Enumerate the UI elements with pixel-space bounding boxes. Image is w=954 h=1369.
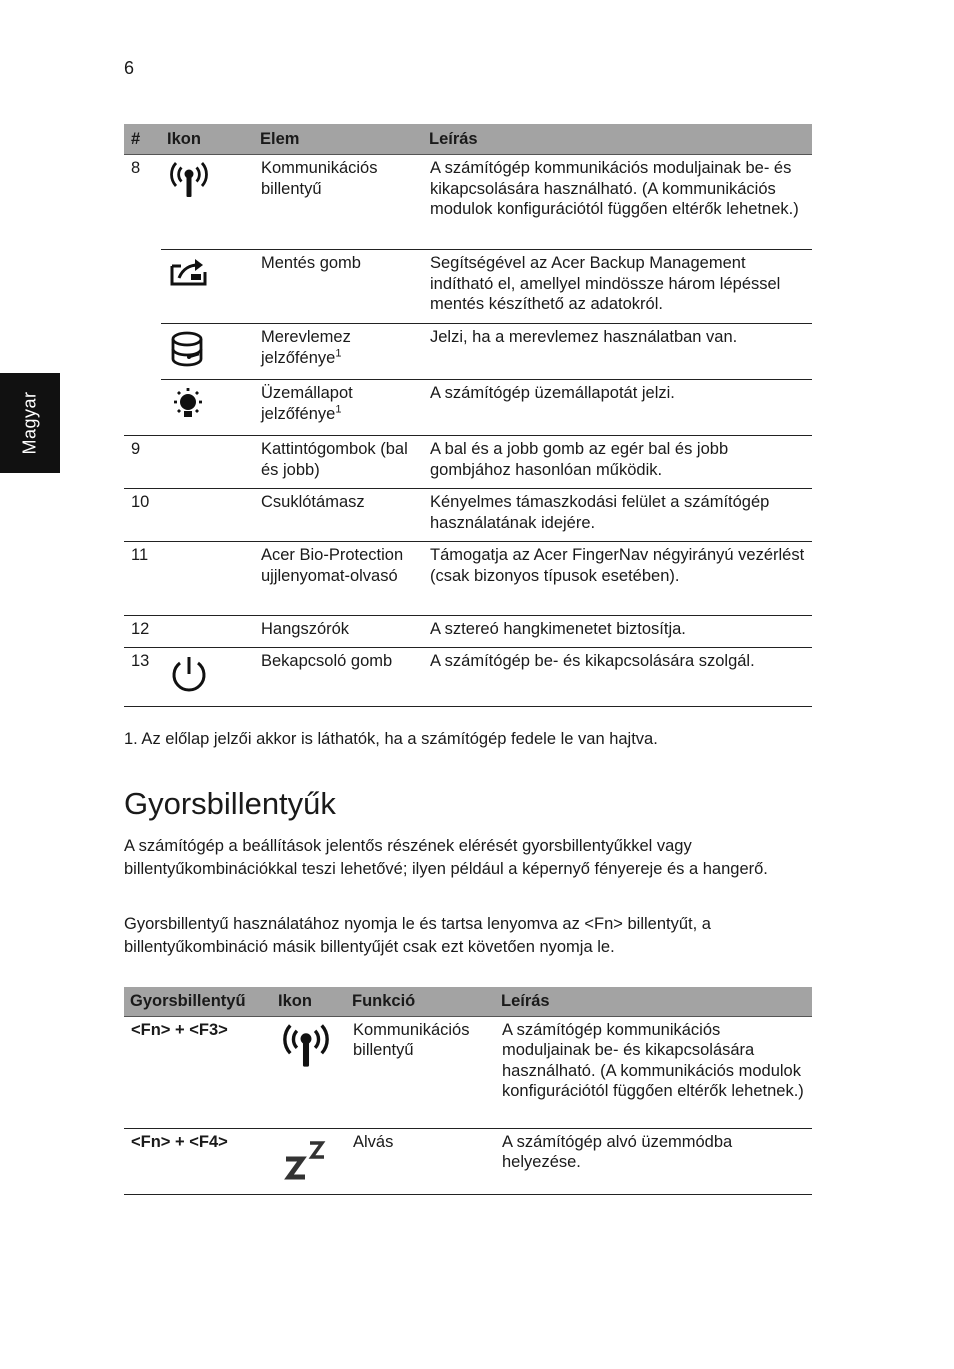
header-hotkey: Gyorsbillentyű xyxy=(124,987,272,1016)
header-desc: Leírás xyxy=(423,124,812,155)
row-desc: A számítógép be- és kikapcsolására szolgál. xyxy=(423,648,812,707)
row-item: Üzemállapot jelzőfénye xyxy=(261,384,353,423)
row-item: Acer Bio-Protection ujjlenyomat-olvasó xyxy=(254,542,423,616)
row-item: Bekapcsoló gomb xyxy=(254,648,423,707)
footnote-marker: 1 xyxy=(335,347,342,359)
row-item: Kattintógombok (bal és jobb) xyxy=(254,436,423,489)
row-desc: A bal és a jobb gomb az egér bal és jobb gombjához hasonlóan működik. xyxy=(423,436,812,489)
table-row xyxy=(124,1128,812,1194)
header-icon: Ikon xyxy=(161,124,254,155)
row-num: 12 xyxy=(124,616,161,648)
table-row xyxy=(124,1016,812,1128)
header-num: # xyxy=(124,124,161,155)
row-desc: A számítógép alvó üzemmódba helyezése. xyxy=(495,1128,812,1194)
header-desc: Leírás xyxy=(495,987,812,1016)
power-button-icon xyxy=(169,654,209,694)
header-function: Funkció xyxy=(346,987,495,1016)
table-row xyxy=(124,542,812,616)
table-row xyxy=(124,380,812,436)
row-desc: Segítségével az Acer Backup Management indítható el, amellyel mindössze három lépéssel mentés készíthető az adatokról. xyxy=(423,250,812,324)
language-side-tab xyxy=(0,373,60,473)
row-desc: A számítógép kommunikációs moduljainak be- és kikapcsolására használható. (A kommunikációs modulok konfigurációtól függően eltérők lehetnek.) xyxy=(430,159,799,218)
table-row xyxy=(124,489,812,542)
row-function: Kommunikációs billentyű xyxy=(353,1020,470,1059)
intro-paragraph: A számítógép a beállítások jelentős részének elérését gyorsbillentyűkkel vagy billentyűkombinációkkal teszi lehetővé; ilyen például a képernyő fényereje és a hangerő. xyxy=(124,837,768,878)
hotkey: <Fn> + <F3> xyxy=(131,1020,228,1039)
hdd-icon xyxy=(169,330,209,370)
row-item: Hangszórók xyxy=(254,616,423,648)
table-header-row xyxy=(124,987,812,1016)
row-desc: A számítógép üzemállapotát jelzi. xyxy=(423,380,812,436)
table-row xyxy=(124,648,812,707)
usage-paragraph: Gyorsbillentyű használatához nyomja le és tartsa lenyomva az <Fn> billentyűt, a billentyűkombináció másik billentyűjét csak ezt követően nyomja le. xyxy=(124,915,711,956)
row-item: Kommunikációs billentyű xyxy=(261,159,378,198)
row-item: Merevlemez jelzőfénye xyxy=(261,328,351,367)
header-item: Elem xyxy=(254,124,423,155)
footnote-marker: 1 xyxy=(335,403,342,415)
row-item: Mentés gomb xyxy=(254,250,423,324)
row-function: Alvás xyxy=(346,1128,495,1194)
row-item: Csuklótámasz xyxy=(254,489,423,542)
row-desc: A számítógép kommunikációs moduljainak be- és kikapcsolására használható. (A kommunikációs modulok konfigurációtól függően eltérők lehetnek.) xyxy=(502,1020,804,1100)
table-row xyxy=(124,324,812,380)
wireless-icon xyxy=(169,161,209,199)
row-num: 10 xyxy=(124,489,161,542)
power-indicator-icon xyxy=(169,386,209,426)
hotkey: <Fn> + <F4> xyxy=(124,1128,272,1194)
wireless-icon xyxy=(280,1023,332,1069)
row-desc: Kényelmes támaszkodási felület a számítógép használatának idejére. xyxy=(423,489,812,542)
hotkeys-table xyxy=(124,987,812,1195)
table-row xyxy=(124,250,812,324)
page-number: 6 xyxy=(124,58,135,78)
footnote: 1. Az előlap jelzői akkor is láthatók, ha a számítógép fedele le van hajtva. xyxy=(124,730,658,748)
row-num: 8 xyxy=(131,159,141,177)
section-title: Gyorsbillentyűk xyxy=(124,786,336,821)
row-desc: Támogatja az Acer FingerNav négyirányú vezérlést (csak bizonyos típusok esetében). xyxy=(423,542,812,616)
backup-icon xyxy=(169,256,209,288)
row-num: 13 xyxy=(124,648,161,707)
components-table xyxy=(124,124,812,707)
row-desc: A sztereó hangkimenetet biztosítja. xyxy=(423,616,812,648)
header-icon: Ikon xyxy=(272,987,346,1016)
row-num: 11 xyxy=(124,542,161,616)
row-desc: Jelzi, ha a merevlemez használatban van. xyxy=(423,324,812,380)
row-num: 9 xyxy=(124,436,161,489)
sleep-icon xyxy=(280,1135,330,1185)
side-tab-label: Magyar xyxy=(19,391,40,455)
table-row xyxy=(124,436,812,489)
table-row xyxy=(124,616,812,648)
table-header-row xyxy=(124,124,812,155)
table-row xyxy=(124,155,812,250)
